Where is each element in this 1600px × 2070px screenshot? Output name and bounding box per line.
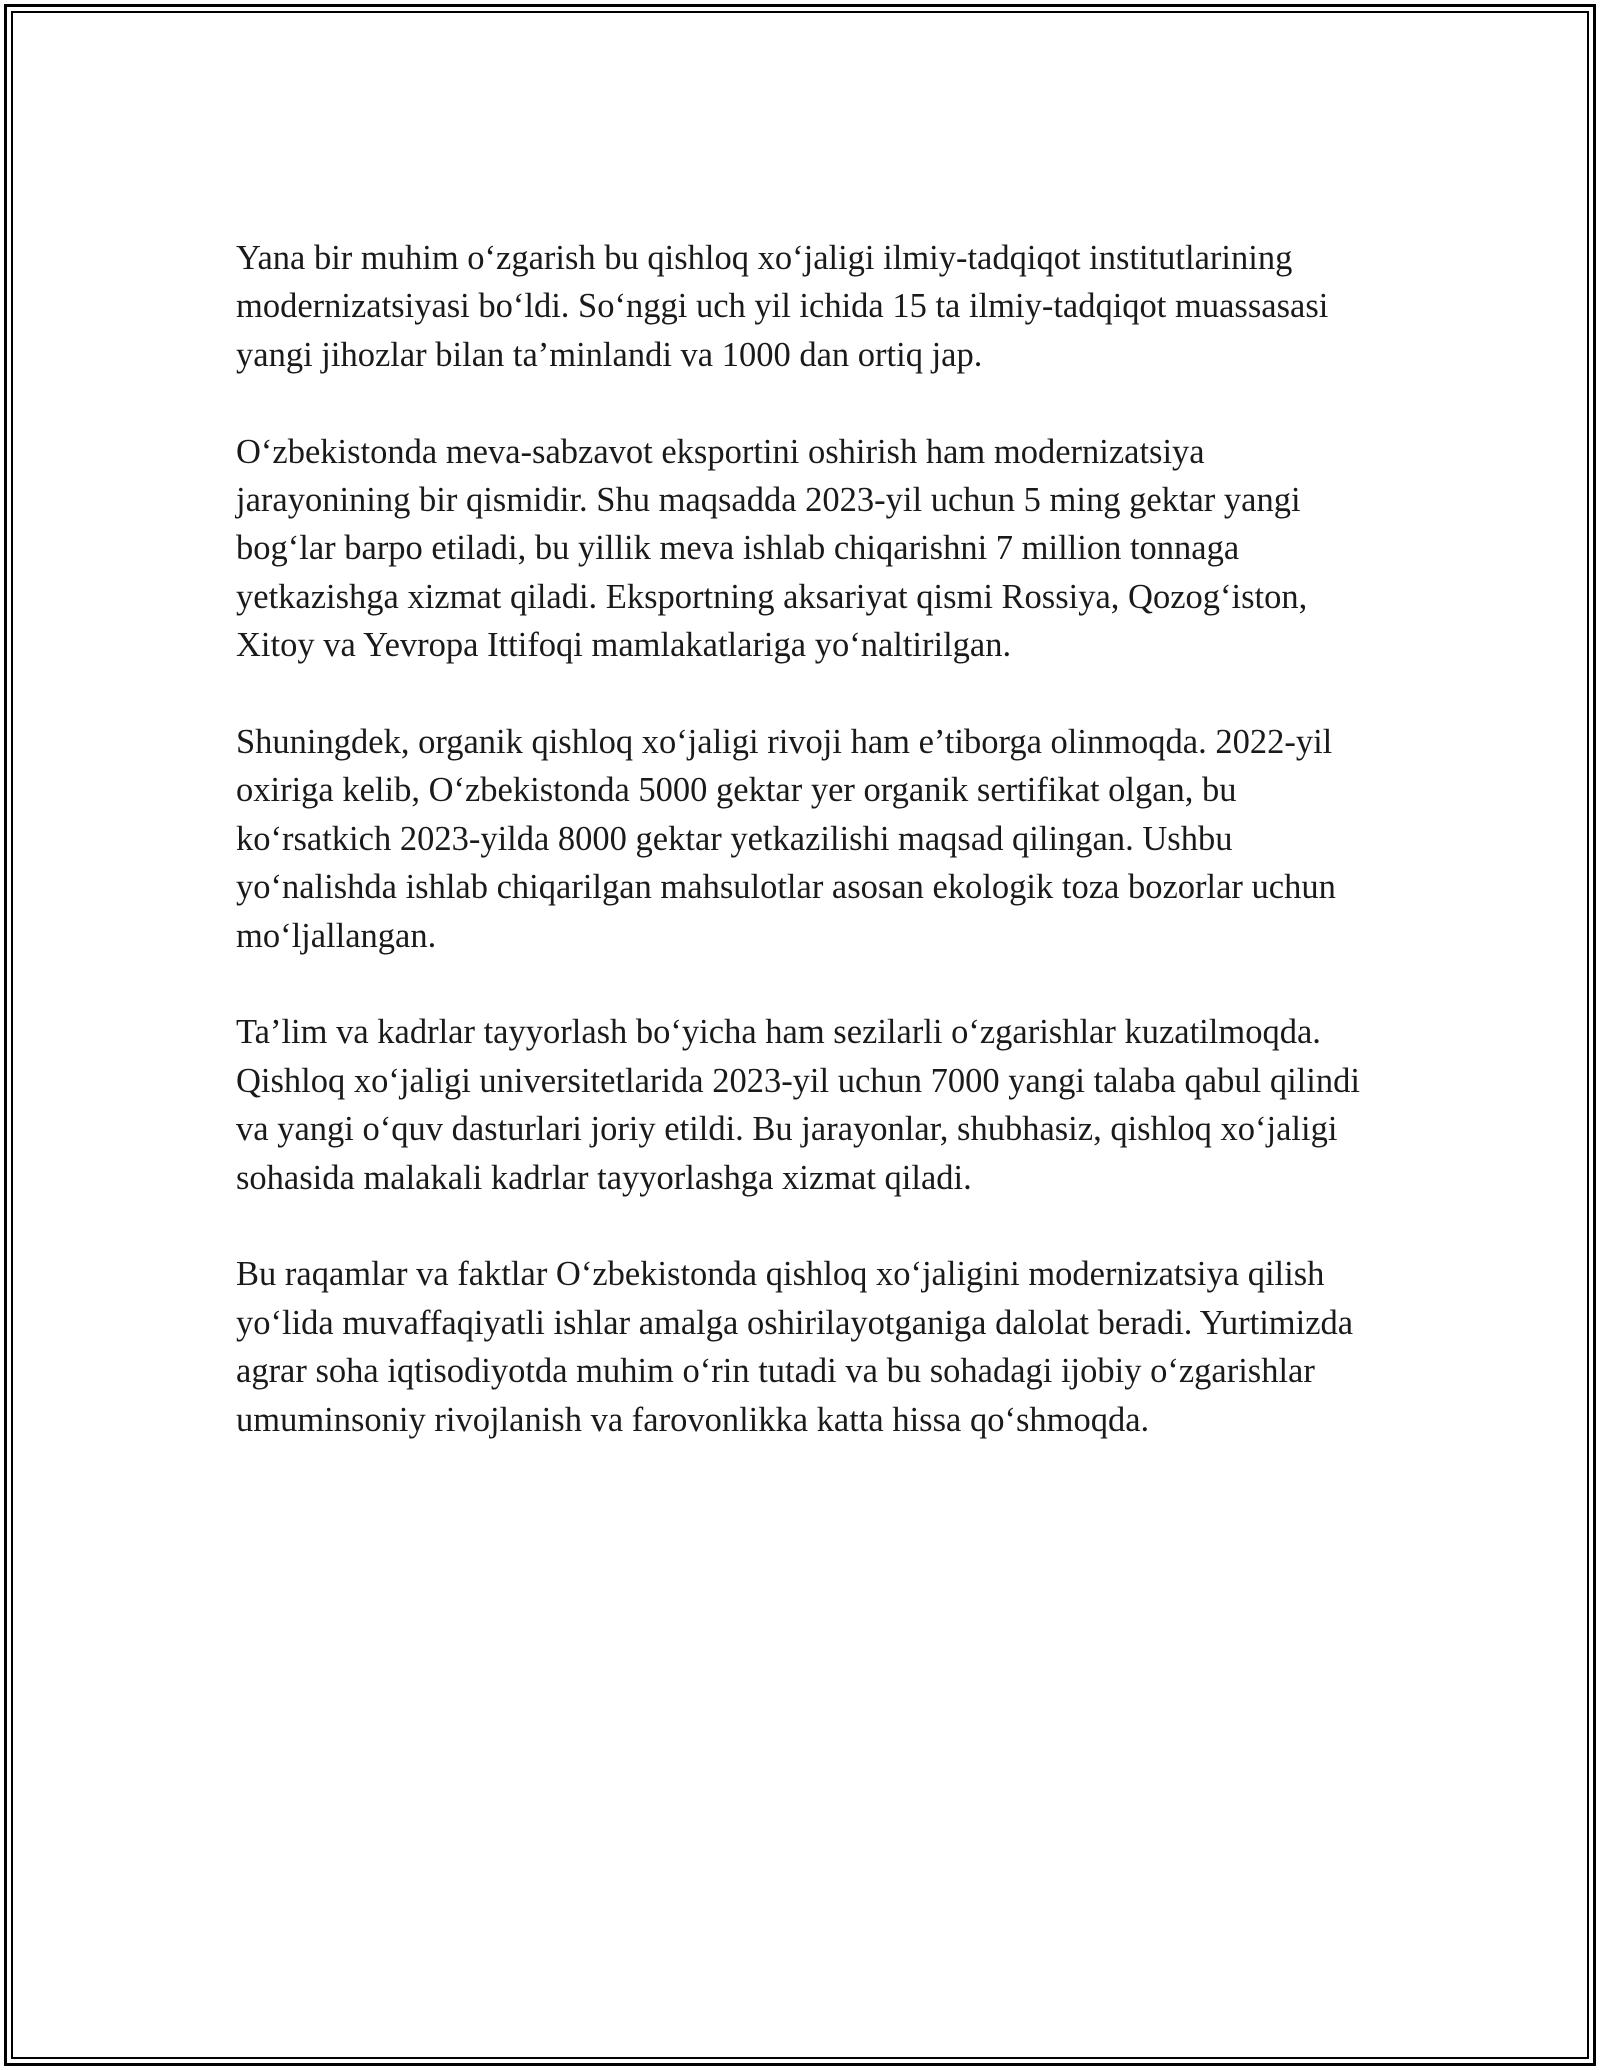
- paragraph-fruit-export: O‘zbekistonda meva-sabzavot eksportini oshirish ham modernizatsiya jarayonining bir qismidir. Shu maqsadda 2023-yil uchun 5 ming gektar yangi bog‘lar barpo etiladi, bu yillik meva ishlab chiqarishni 7 million tonnaga yetkazishga xizmat qiladi. Eksportning aksariyat qismi Rossiya, Qozog‘iston, Xitoy va Yevropa Ittifoqi mamlakatlariga yo‘naltirilgan.: [236, 432, 1308, 665]
- paragraph-conclusion: Bu raqamlar va faktlar O‘zbekistonda qishloq xo‘jaligini modernizatsiya qilish yo‘lida muvaffaqiyatli ishlar amalga oshirilayotganiga dalolat beradi. Yurtimizda agrar soha iqtisodiyotda muhim o‘rin tutadi va bu sohadagi ijobiy o‘zgarishlar umuminsoniy rivojlanish va farovonlikka katta hissa qo‘shmoqda.: [236, 1255, 1354, 1439]
- paragraph-organic-farming: Shuningdek, organik qishloq xo‘jaligi rivoji ham e’tiborga olinmoqda. 2022-yil oxiriga kelib, O‘zbekistonda 5000 gektar yer organik sertifikat olgan, bu ko‘rsatkich 2023-yilda 8000 gektar yetkazilishi maqsad qilingan. Ushbu yo‘nalishda ishlab chiqarilgan mahsulotlar asosan ekologik toza bozorlar uchun mo‘ljallangan.: [236, 723, 1336, 955]
- paragraph-institutes: Yana bir muhim o‘zgarish bu qishloq xo‘jaligi ilmiy-tadqiqot institutlarining modernizatsiyasi bo‘ldi. So‘nggi uch yil ichida 15 ta ilmiy-tadqiqot muassasasi yangi jihozlar bilan ta’minlandi va 1000 dan ortiq jap.: [236, 239, 1329, 374]
- paragraph-education: Ta’lim va kadrlar tayyorlash bo‘yicha ham sezilarli o‘zgarishlar kuzatilmoqda. Qishloq xo‘jaligi universitetlarida 2023-yil uchun 7000 yangi talaba qabul qilindi va yangi o‘quv dasturlari joriy etildi. Bu jarayonlar, shubhasiz, qishloq xo‘jaligi sohasida malakali kadrlar tayyorlashga xizmat qiladi.: [236, 1013, 1360, 1197]
- document-body: [236, 234, 1386, 1492]
